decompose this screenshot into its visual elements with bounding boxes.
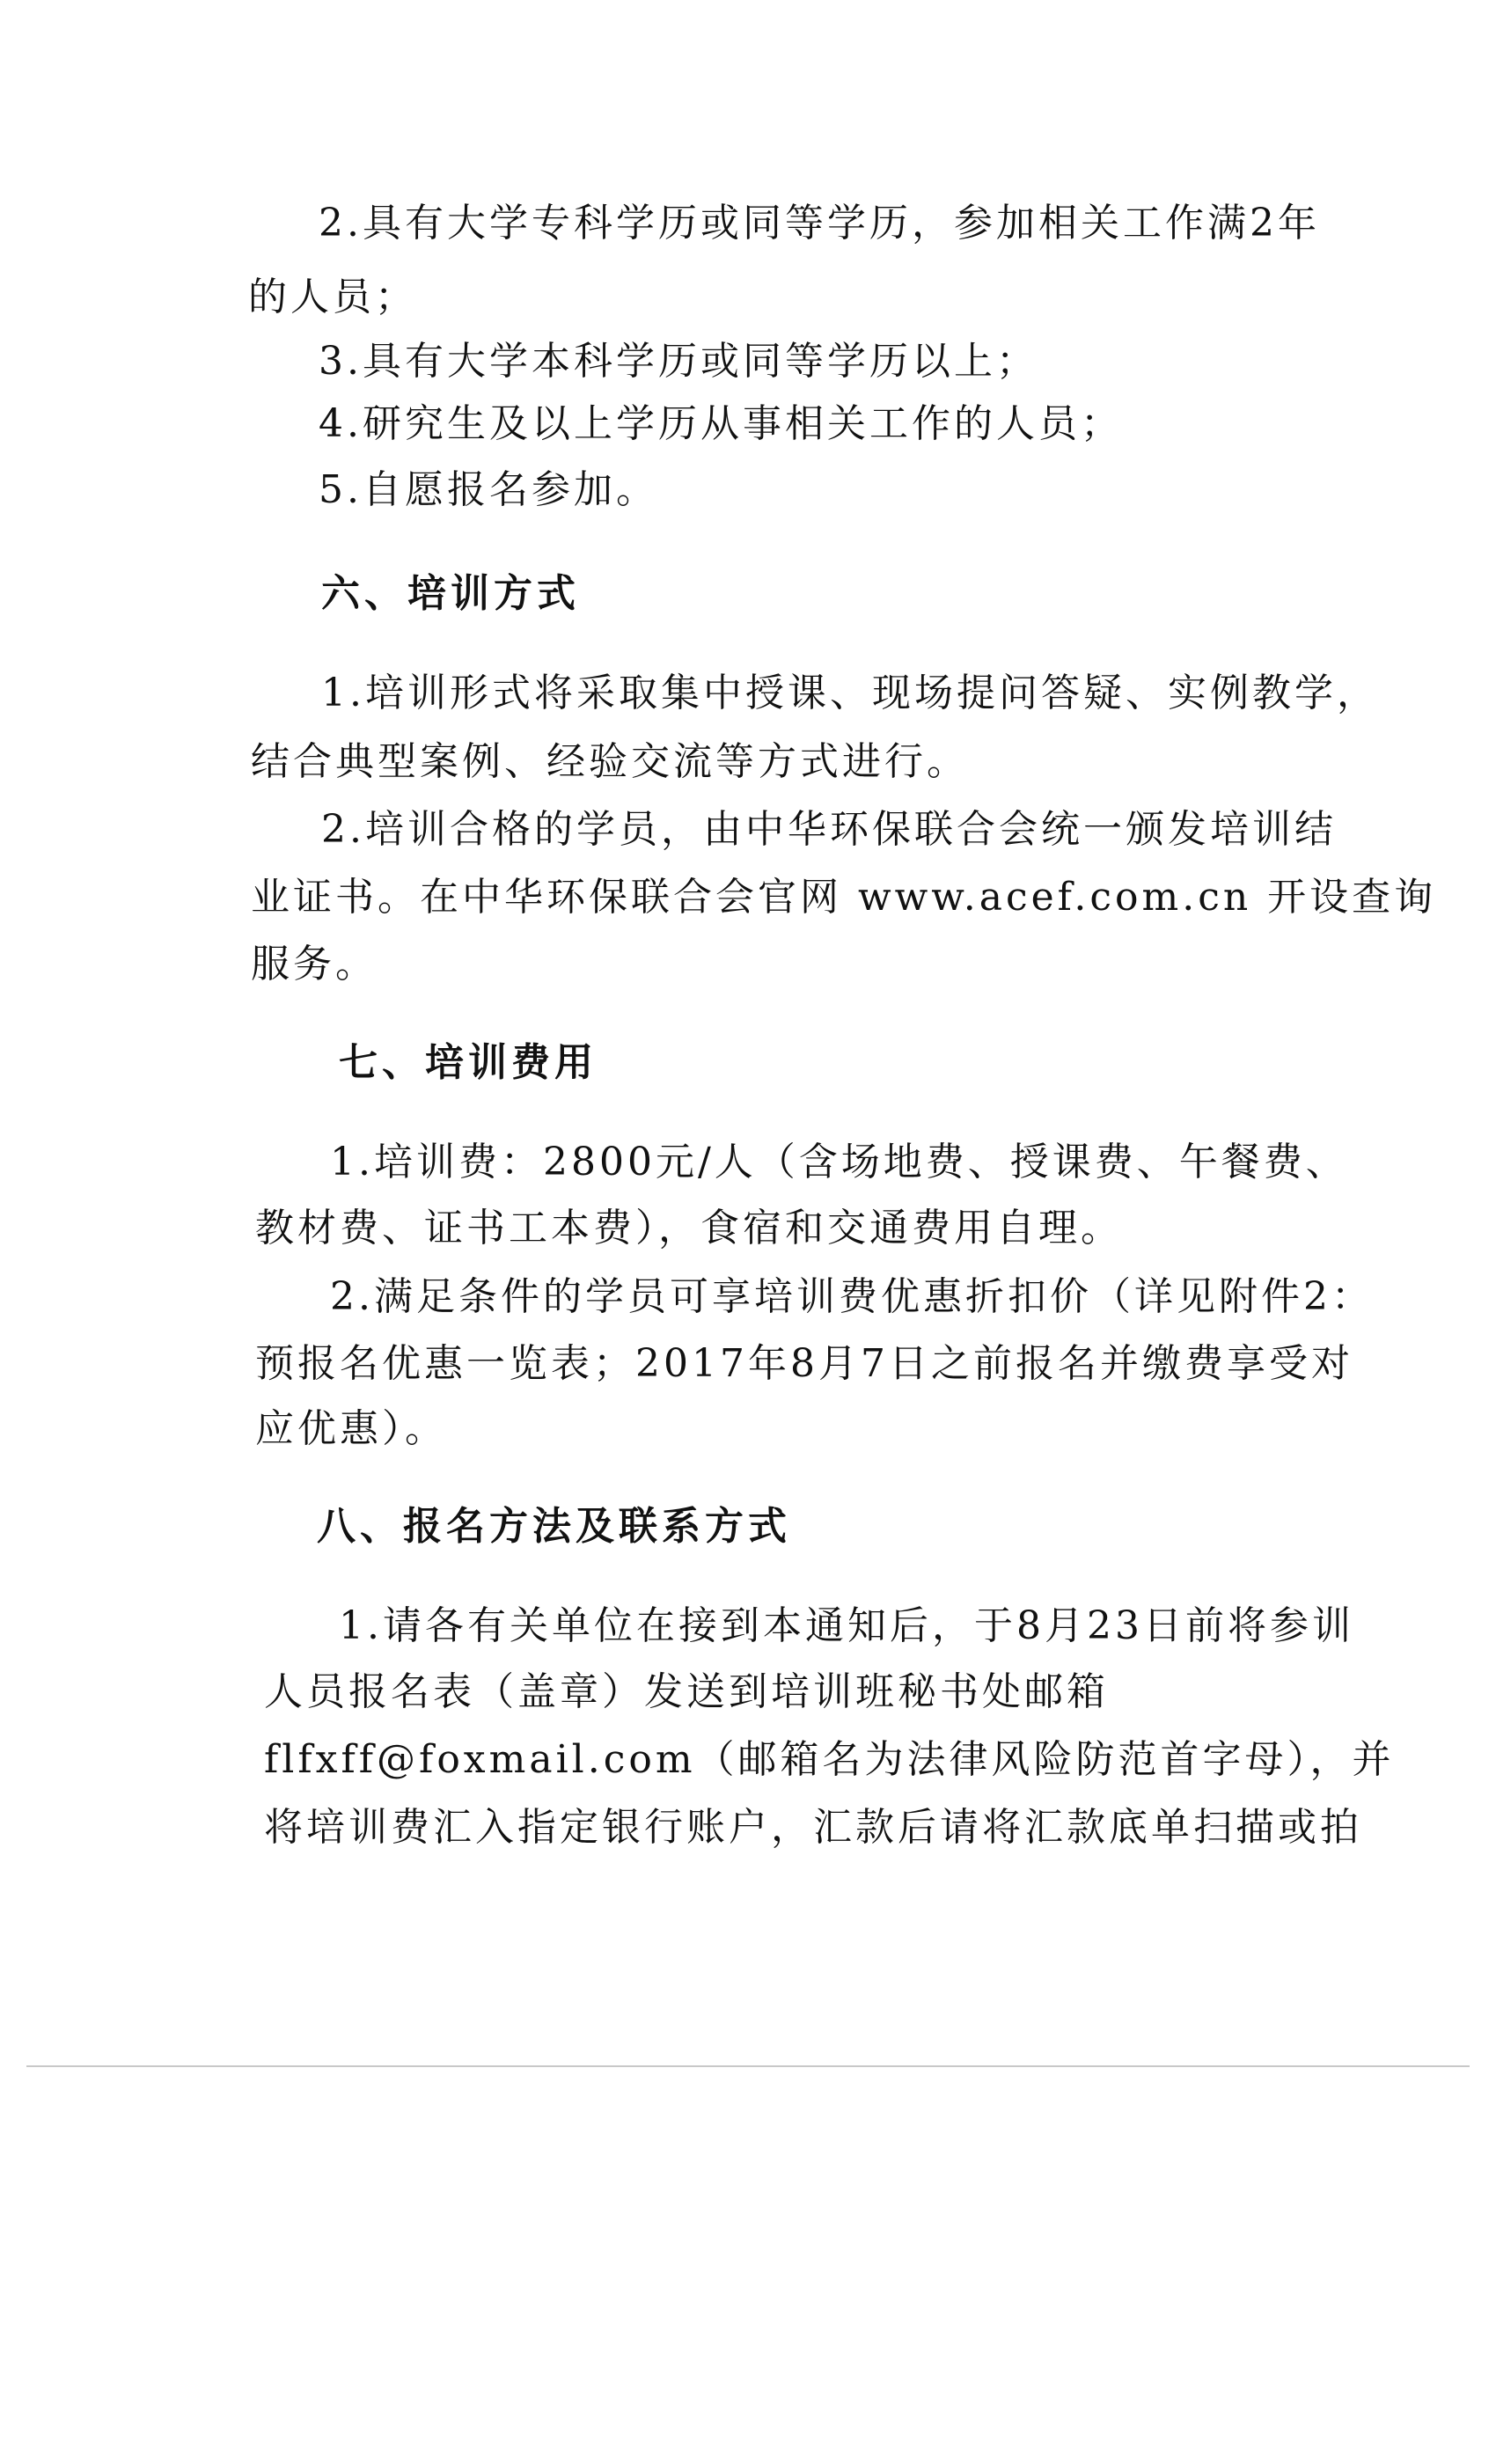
paragraph-fee-cont: 教材费、证书工本费），食宿和交通费用自理。 <box>255 1206 1123 1250</box>
section-heading-training-method: 六、培训方式 <box>321 571 580 616</box>
paragraph-certificate: 2.培训合格的学员，由中华环保联合会统一颁发培训结 <box>321 807 1337 852</box>
paragraph-certificate-cont: 业证书。在中华环保联合会官网 www.acef.com.cn 开设查询 <box>251 875 1437 920</box>
paragraph-certificate-end: 服务。 <box>251 942 378 986</box>
list-item-voluntary: 5.自愿报名参加。 <box>319 467 658 512</box>
list-item-education-college: 2.具有大学专科学历或同等学历，参加相关工作满2年 <box>319 201 1320 246</box>
list-item-education-bachelor: 3.具有大学本科学历或同等学历以上； <box>319 339 1038 384</box>
paragraph-discount-end: 应优惠）。 <box>255 1406 447 1451</box>
paragraph-discount: 2.满足条件的学员可享培训费优惠折扣价（详见附件2： <box>330 1274 1374 1319</box>
page-bottom-rule <box>26 2065 1470 2067</box>
paragraph-registration-cont: 人员报名表（盖章）发送到培训班秘书处邮箱 <box>264 1669 1109 1714</box>
section-heading-registration: 八、报名方法及联系方式 <box>317 1504 791 1549</box>
section-heading-training-fee: 七、培训费用 <box>339 1040 598 1085</box>
list-item-education-graduate: 4.研究生及以上学历从事相关工作的人员； <box>319 401 1123 446</box>
paragraph-training-format-cont: 结合典型案例、经验交流等方式进行。 <box>251 739 969 784</box>
paragraph-registration-email: flfxff@foxmail.com（邮箱名为法律风险防范首字母），并 <box>264 1737 1395 1782</box>
paragraph-registration: 1.请各有关单位在接到本通知后，于8月23日前将参训 <box>339 1603 1354 1648</box>
paragraph-registration-payment: 将培训费汇入指定银行账户，汇款后请将汇款底单扫描或拍 <box>264 1805 1362 1850</box>
list-item-education-college-cont: 的人员； <box>248 275 417 319</box>
paragraph-fee: 1.培训费：2800元/人（含场地费、授课费、午餐费、 <box>330 1140 1348 1184</box>
paragraph-discount-cont: 预报名优惠一览表；2017年8月7日之前报名并缴费享受对 <box>255 1341 1353 1386</box>
paragraph-training-format: 1.培训形式将采取集中授课、现场提问答疑、实例教学， <box>321 671 1379 715</box>
